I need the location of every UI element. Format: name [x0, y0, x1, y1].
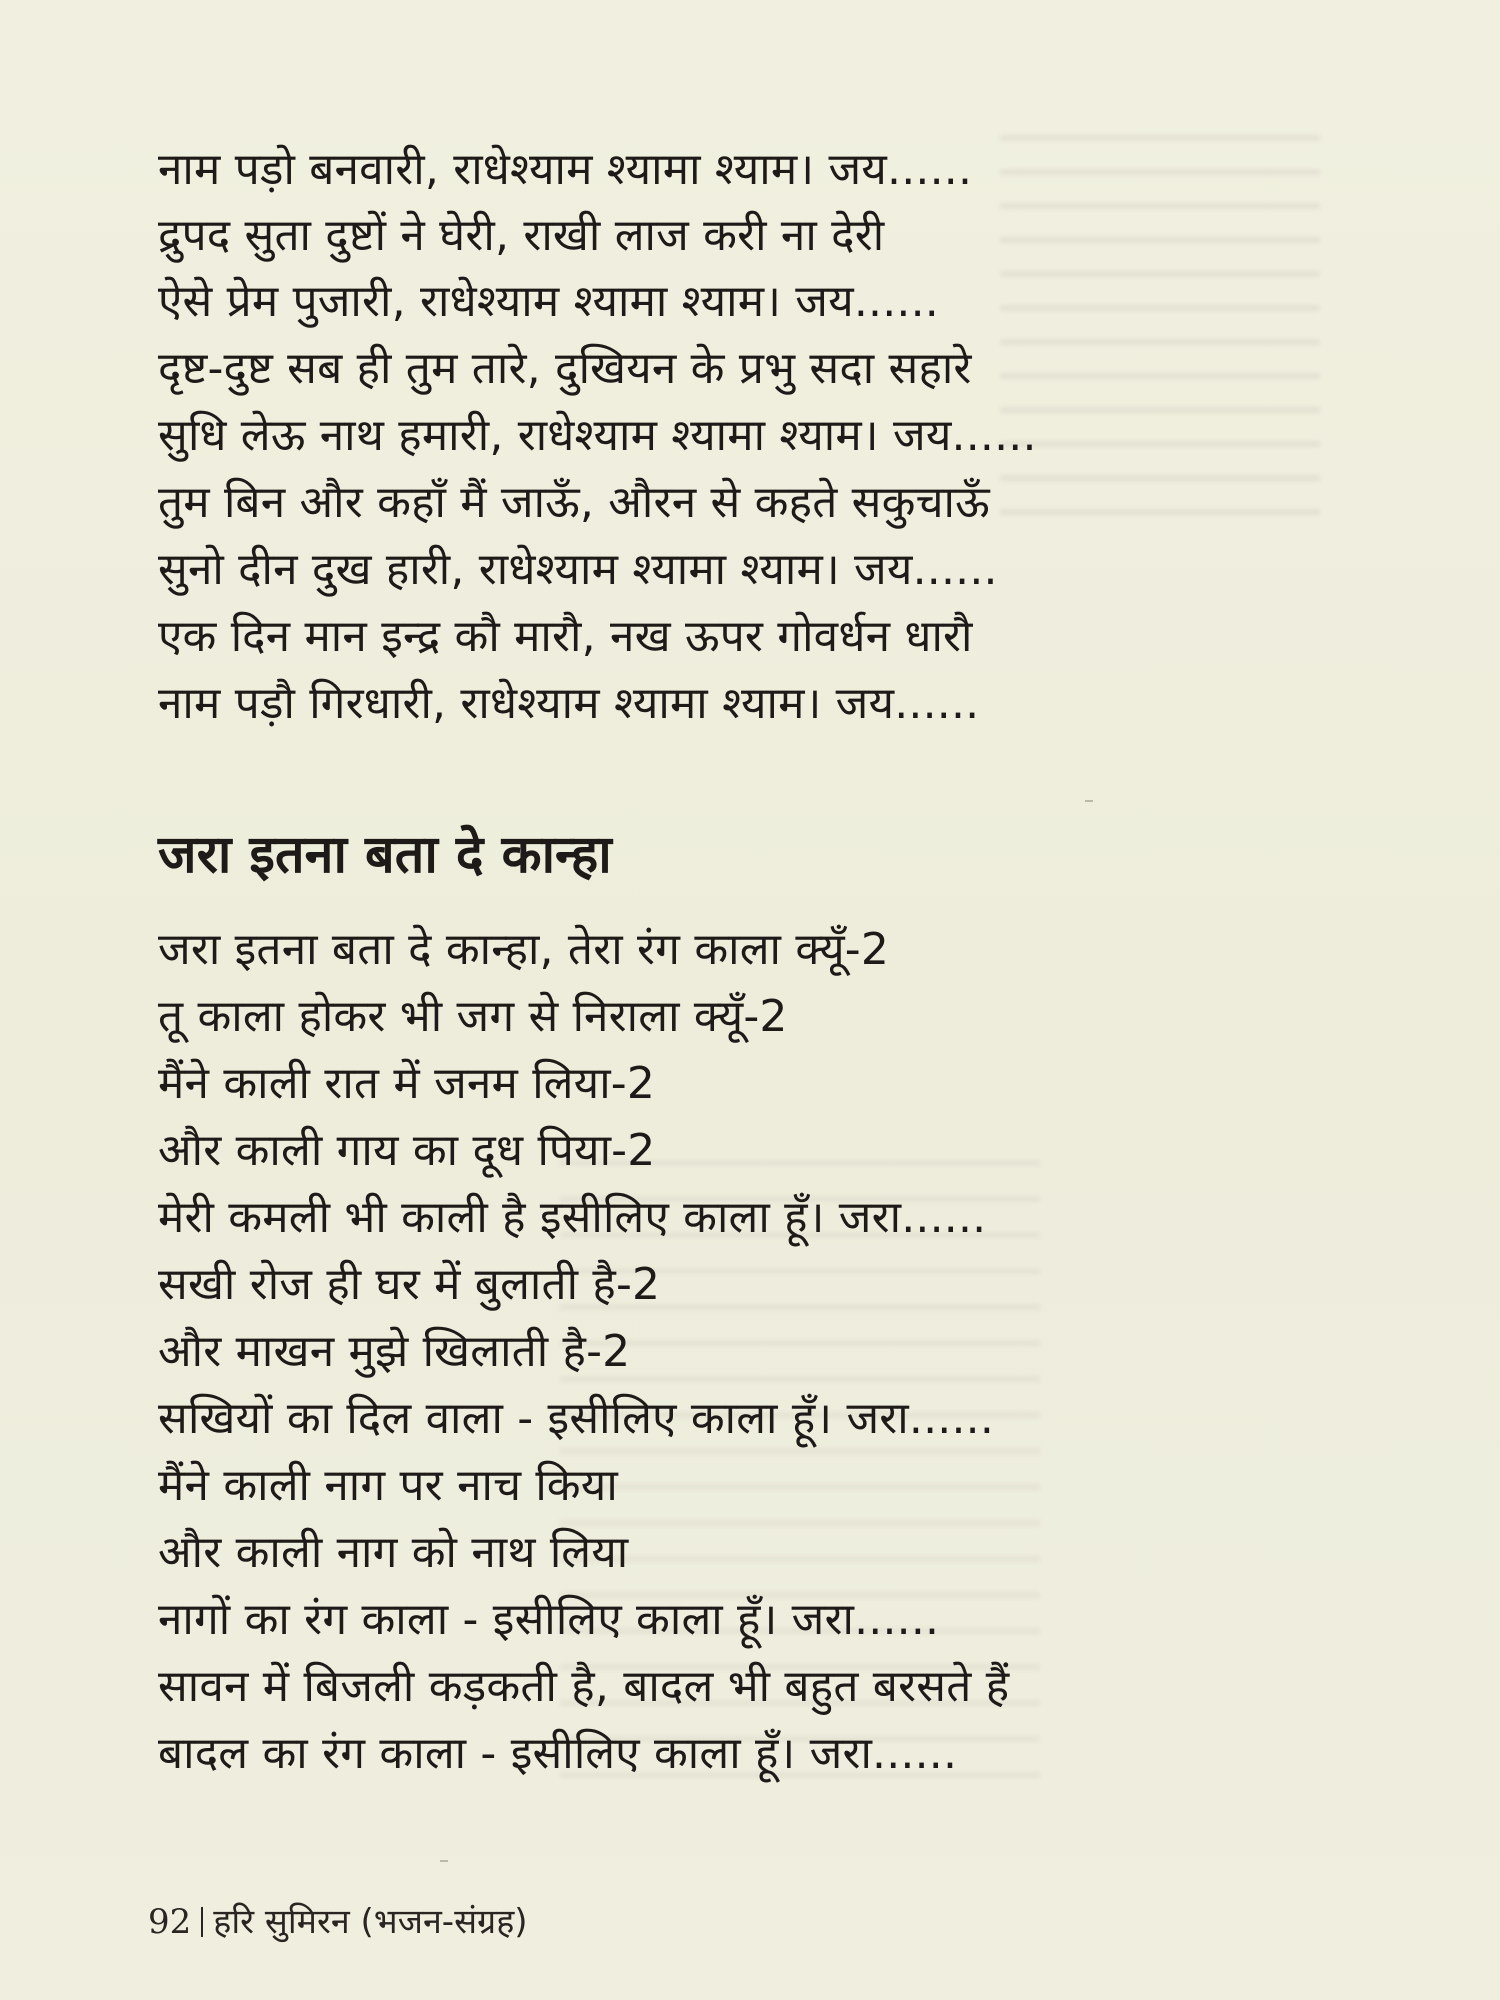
verse-line: नागों का रंग काला - इसीलिए काला हूँ। जरा......	[158, 1594, 940, 1645]
footer-divider	[201, 1907, 203, 1937]
verse-line: सखियों का दिल वाला - इसीलिए काला हूँ। जरा......	[158, 1393, 995, 1444]
verse-line: मैंने काली नाग पर नाच किया	[158, 1460, 618, 1511]
verse-line: तुम बिन और कहाँ मैं जाऊँ, औरन से कहते सकुचाऊँ	[158, 477, 990, 528]
verse-line: दृष्ट-दुष्ट सब ही तुम तारे, दुखियन के प्रभु सदा सहारे	[158, 343, 972, 394]
show-through-text	[1000, 135, 1320, 515]
verse-line: नाम पड़ो बनवारी, राधेश्याम श्यामा श्याम। जय......	[158, 144, 973, 195]
verse-line: द्रुपद सुता दुष्टों ने घेरी, राखी लाज करी ना देरी	[158, 210, 885, 261]
print-speck	[1085, 800, 1093, 802]
book-title: हरि सुमिरन (भजन-संग्रह)	[213, 1902, 528, 1942]
print-speck	[440, 1860, 448, 1862]
verse-line: मेरी कमली भी काली है इसीलिए काला हूँ। जरा......	[158, 1192, 987, 1243]
page-number: 92	[148, 1902, 192, 1942]
verse-line: और काली नाग को नाथ लिया	[158, 1527, 629, 1578]
verse-line: सुधि लेऊ नाथ हमारी, राधेश्याम श्यामा श्याम। जय......	[158, 410, 1037, 461]
page-footer	[148, 1900, 528, 1944]
verse-line: नाम पड़ौ गिरधारी, राधेश्याम श्यामा श्याम। जय......	[158, 678, 980, 729]
song-heading: जरा इतना बता दे कान्हा	[158, 825, 612, 885]
verse-line: सखी रोज ही घर में बुलाती है-2	[158, 1259, 661, 1310]
verse-line: बादल का रंग काला - इसीलिए काला हूँ। जरा......	[158, 1728, 958, 1779]
verse-line: सुनो दीन दुख हारी, राधेश्याम श्यामा श्याम। जय......	[158, 544, 998, 595]
verse-line: ऐसे प्रेम पुजारी, राधेश्याम श्यामा श्याम। जय......	[158, 276, 939, 327]
verse-line: और माखन मुझे खिलाती है-2	[158, 1326, 631, 1377]
verse-line: सावन में बिजली कड़कती है, बादल भी बहुत बरसते हैं	[158, 1661, 1010, 1712]
verse-line: जरा इतना बता दे कान्हा, तेरा रंग काला क्यूँ-2	[158, 924, 890, 975]
verse-line: एक दिन मान इन्द्र कौ मारौ, नख ऊपर गोवर्धन धारौ	[158, 611, 973, 662]
verse-line: तू काला होकर भी जग से निराला क्यूँ-2	[158, 991, 788, 1042]
verse-line: मैंने काली रात में जनम लिया-2	[158, 1058, 656, 1109]
verse-line: और काली गाय का दूध पिया-2	[158, 1125, 656, 1176]
